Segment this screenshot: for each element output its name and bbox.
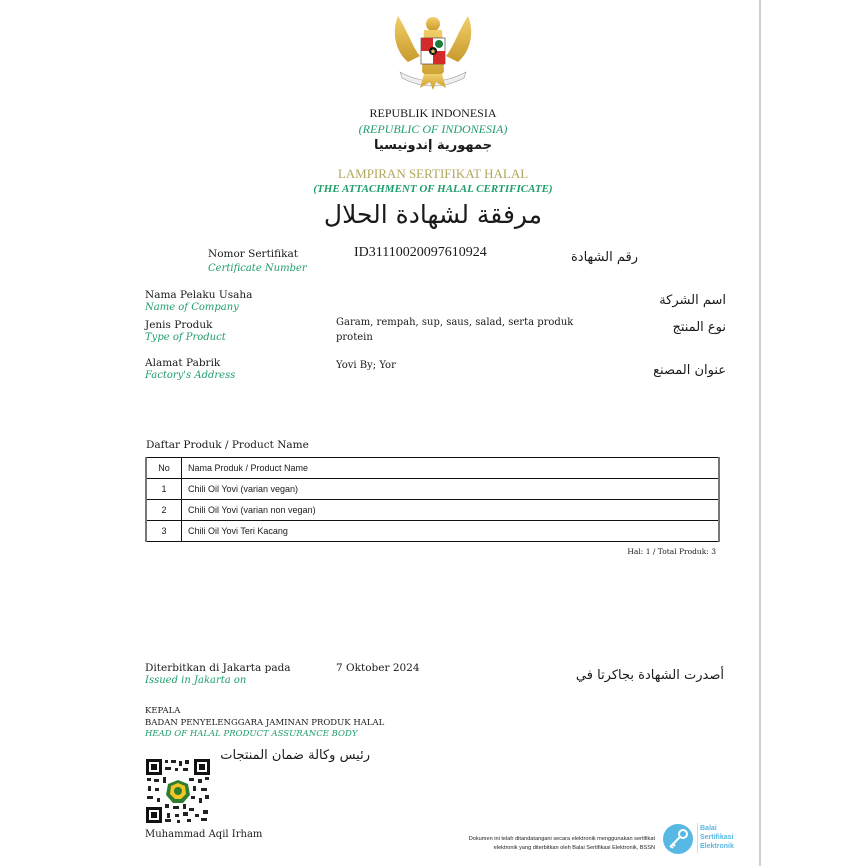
signatory-title-1: KEPALA bbox=[145, 706, 181, 716]
table-header-row bbox=[146, 458, 719, 479]
page-product-count: Hal: 1 / Total Produk: 3 bbox=[627, 547, 716, 556]
column-header-no: No bbox=[146, 458, 182, 479]
product-type-value: Garam, rempah, sup, saus, salad, serta produk protein bbox=[336, 317, 574, 343]
issue-date: 7 Oktober 2024 bbox=[336, 662, 420, 674]
certificate-number-label: Nomor Sertifikat bbox=[208, 248, 298, 260]
bsre-text-line-3: Elektronik bbox=[700, 843, 734, 850]
table-row bbox=[146, 500, 719, 521]
table-row bbox=[146, 479, 719, 500]
product-table bbox=[145, 457, 720, 542]
esign-note bbox=[410, 835, 655, 853]
bsre-logo-text bbox=[700, 824, 734, 851]
row-product-name: Chili Oil Yovi Teri Kacang bbox=[182, 521, 720, 542]
company-name-label: Nama Pelaku Usaha bbox=[145, 289, 253, 301]
certificate-number-value: ID31110020097610924 bbox=[354, 245, 487, 260]
esign-note-line-2: elektronik yang diterbitkan oleh Balai Sertifikasi Elektronik, BSSN bbox=[493, 845, 655, 851]
country-name-en: (REPUBLIC OF INDONESIA) bbox=[358, 122, 508, 136]
signatory-title-ar: رئيس وكالة ضمان المنتجات bbox=[220, 748, 370, 763]
document-title-id: LAMPIRAN SERTIFIKAT HALAL bbox=[337, 166, 529, 181]
factory-address-label-en: Factory's Address bbox=[145, 370, 236, 381]
company-name-label-ar: اسم الشركة bbox=[659, 293, 726, 308]
bsre-logo-icon bbox=[662, 823, 694, 855]
country-name-ar: جمهورية إندونيسيا bbox=[373, 138, 493, 153]
row-number: 3 bbox=[146, 521, 182, 542]
row-product-name: Chili Oil Yovi (varian vegan) bbox=[182, 479, 720, 500]
bsre-divider bbox=[697, 823, 698, 853]
table-row bbox=[146, 521, 719, 542]
company-name-label-en: Name of Company bbox=[145, 302, 239, 313]
garuda-emblem-icon bbox=[390, 10, 476, 94]
esign-note-line-1: Dokumen ini telah ditandatangani secara elektronik menggunakan sertifikat bbox=[468, 836, 655, 842]
product-type-label-ar: نوع المنتج bbox=[672, 320, 726, 335]
factory-address-label-ar: عنوان المصنع bbox=[653, 363, 726, 378]
country-name-id: REPUBLIK INDONESIA bbox=[369, 106, 497, 120]
column-header-product-name: Nama Produk / Product Name bbox=[182, 458, 720, 479]
product-list-heading: Daftar Produk / Product Name bbox=[146, 439, 309, 451]
bsre-text-line-2: Sertifikasi bbox=[700, 834, 734, 841]
certificate-number-label-ar: رقم الشهادة bbox=[571, 250, 638, 265]
product-type-label-en: Type of Product bbox=[145, 332, 226, 343]
bsre-text-line-1: Balai bbox=[700, 825, 717, 832]
page-edge-divider bbox=[759, 0, 761, 866]
issued-in-label: Diterbitkan di Jakarta pada bbox=[145, 662, 291, 674]
factory-address-label: Alamat Pabrik bbox=[145, 357, 221, 369]
row-product-name: Chili Oil Yovi (varian non vegan) bbox=[182, 500, 720, 521]
row-number: 1 bbox=[146, 479, 182, 500]
document-title-en: (THE ATTACHMENT OF HALAL CERTIFICATE) bbox=[313, 183, 553, 195]
qr-code-icon bbox=[145, 758, 211, 824]
signatory-title-2: BADAN PENYELENGGARA JAMINAN PRODUK HALAL bbox=[145, 718, 385, 728]
issued-in-label-ar: أصدرت الشهادة بجاكرتا في bbox=[575, 668, 724, 683]
certificate-number-label-en: Certificate Number bbox=[208, 263, 307, 274]
document-title-ar: مرفقة لشهادة الحلال bbox=[323, 200, 543, 229]
product-type-label: Jenis Produk bbox=[145, 319, 213, 331]
row-number: 2 bbox=[146, 500, 182, 521]
signatory-name: Muhammad Aqil Irham bbox=[145, 829, 263, 840]
issued-in-label-en: Issued in Jakarta on bbox=[145, 675, 247, 686]
factory-address-value: Yovi By; Yor bbox=[336, 360, 396, 371]
signatory-title-en: HEAD OF HALAL PRODUCT ASSURANCE BODY bbox=[145, 729, 358, 739]
